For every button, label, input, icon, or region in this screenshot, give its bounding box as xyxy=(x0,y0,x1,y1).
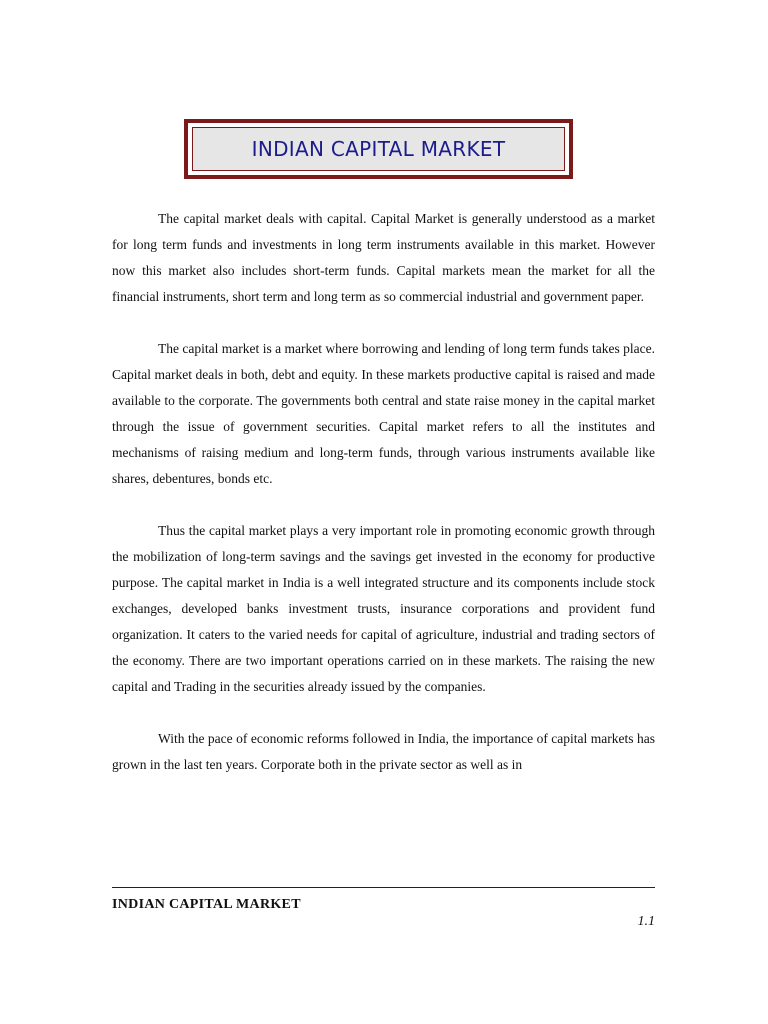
body-text xyxy=(112,206,655,804)
paragraph-2: The capital market is a market where borrowing and lending of long term funds takes place. Capital market deals in both, debt and equity. In these markets productive capital is raised and made available to the corporate. The governments both central and state raise money in the capital market through the issue of government securities. Capital market refers to all the institutes and mechanisms of raising medium and long-term funds, through various instruments available like shares, debentures, bonds etc. xyxy=(112,341,655,486)
paragraph-1: The capital market deals with capital. Capital Market is generally understood as a market for long term funds and investments in long term instruments available in this market. However now this market also includes short-term funds. Capital markets mean the market for all the financial instruments, short term and long term as so commercial industrial and government paper. xyxy=(112,211,655,304)
paragraph-4: With the pace of economic reforms followed in India, the importance of capital markets has grown in the last ten years. Corporate both in the private sector as well as in xyxy=(112,731,655,772)
page-title: INDIAN CAPITAL MARKET xyxy=(251,137,506,161)
title-box xyxy=(184,119,573,179)
title-inner-panel xyxy=(192,127,565,171)
footer-divider xyxy=(112,887,655,888)
footer-title: INDIAN CAPITAL MARKET xyxy=(112,897,301,912)
paragraph-3: Thus the capital market plays a very important role in promoting economic growth through the mobilization of long-term savings and the savings get invested in the economy for productive purpose. The capital market in India is a well integrated structure and its components include stock exchanges, developed banks investment trusts, insurance corporations and provident fund organization. It caters to the varied needs for capital of agriculture, industrial and trading sectors of the economy. There are two important operations carried on in these markets. The raising the new capital and Trading in the securities already issued by the companies. xyxy=(112,523,655,694)
page-number: 1.1 xyxy=(637,914,655,929)
